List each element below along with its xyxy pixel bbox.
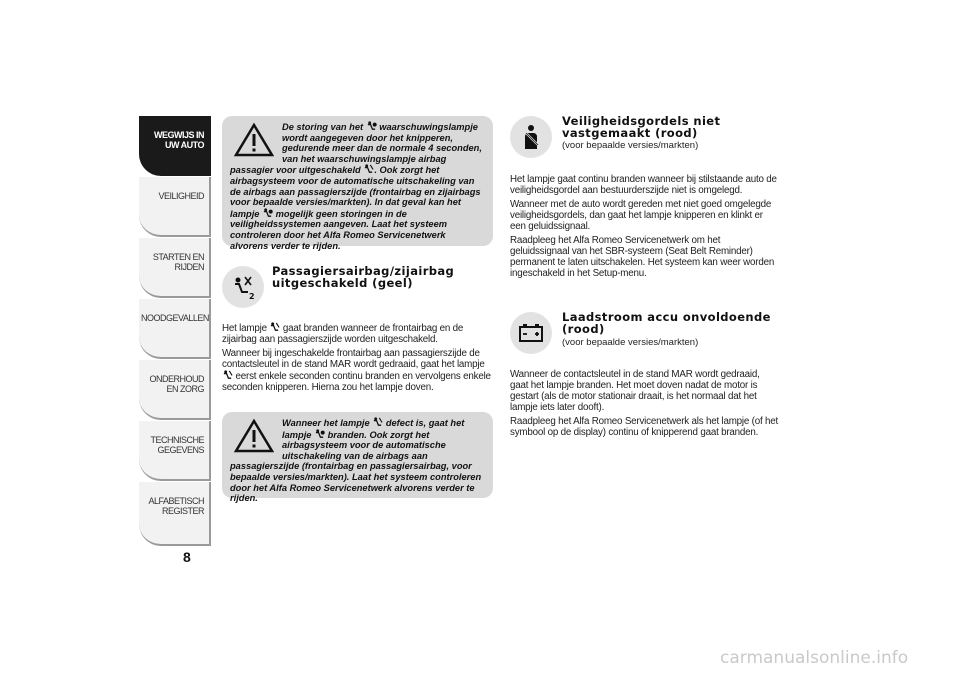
warning-triangle-icon — [234, 123, 274, 157]
title-line: (rood) — [562, 321, 605, 336]
battery-icon — [517, 319, 545, 347]
svg-text:2: 2 — [249, 292, 255, 301]
paragraph: Raadpleeg het Alfa Romeo Servicenetwerk om het geluidssignaal van het SBR-systeem (Seat Belt Reminder) permanent te laten uitschakelen. Het systeem kan weer worden ingeschakeld in het Setup-menu. — [510, 235, 775, 279]
battery-body — [510, 369, 780, 441]
title-line: vastgemaakt (rood) — [562, 125, 698, 140]
warning-text-part: Wanneer het lampje — [282, 418, 373, 428]
section-title — [562, 116, 720, 139]
page-number: 8 — [183, 549, 191, 565]
title-line: Veiligheidsgordels niet — [562, 114, 721, 128]
tab-wegwijs-in-uw-auto[interactable]: WEGWIJS IN UW AUTO — [139, 116, 211, 176]
airbag-warning-icon — [314, 429, 325, 439]
tab-veiligheid[interactable]: VEILIGHEID — [139, 177, 211, 237]
paragraph: Wanneer de contactsleutel in de stand MAR wordt gedraaid, gaat het lampje branden. Het moet doven nadat de motor is gestart (als de motor stationair draait, is het normaal dat het lampje iets later dooft). — [510, 369, 760, 413]
icon-circle — [510, 312, 552, 354]
warning-box-airbag-failure — [222, 116, 493, 251]
warning-text-part: waarschuwingslampje wordt aangegeven door het knipperen, gedurende meer dan de normale 4 seconden, van het waarschuwingslampje airbag passagier voor uitgeschakeld — [230, 122, 482, 176]
section-subtitle: (voor bepaalde versies/markten) — [562, 140, 699, 151]
passenger-airbag-off-icon — [222, 370, 233, 380]
paragraph — [222, 348, 494, 393]
paragraph: Het lampje gaat continu branden wanneer bij stilstaande auto de veiligheidsgordel aan bestuurderszijde niet is omgelegd. — [510, 174, 777, 196]
passenger-airbag-off-icon — [372, 417, 383, 427]
text-part: gaat branden wanneer de frontairbag en de zijairbag aan passagierszijde worden uitgeschakeld. — [222, 323, 464, 345]
passenger-airbag-body — [222, 322, 494, 396]
paragraph: Raadpleeg het Alfa Romeo Servicenetwerk als het lampje (of het symbool op de display) continu of knipperend gaat branden. — [510, 416, 779, 438]
paragraph: Wanneer met de auto wordt gereden met niet goed omgelegde veiligheidsgordels, dan gaat het lampje knipperen en klinkt er een geluidssignaal. — [510, 199, 772, 232]
seatbelt-icon — [517, 123, 545, 151]
icon-circle — [222, 266, 264, 308]
passenger-airbag-off-icon — [363, 164, 374, 174]
warning-text-part: mogelijk geen storingen in de veiligheidssystemen aangeven. Laat het systeem controleren door het Alfa Romeo Servicenetwerk alvorens verder te rijden. — [230, 208, 448, 251]
title-line: Passagiersairbag/zijairbag — [272, 264, 455, 278]
watermark: carmanualsonline.info — [720, 648, 909, 668]
text-part: Het lampje — [222, 323, 270, 334]
section-subtitle: (voor bepaalde versies/markten) — [562, 337, 699, 348]
tab-technische-gegevens[interactable]: TECHNISCHE GEGEVENS — [139, 421, 211, 481]
warning-text-part: branden. Ook zorgt het airbagsysteem voor de automatische uitschakeling van de airbags aan passagierszijde (frontairbag en passagiersairbag, voor bepaalde versies/markten). Laat het systeem controleren door het Alfa Romeo Servicenetwerk alvorens verder te rijden. — [230, 429, 482, 504]
airbag-warning-icon — [366, 121, 377, 131]
section-passenger-airbag-heading — [222, 266, 494, 316]
tab-alfabetisch-register[interactable]: ALFABETISCH REGISTER — [139, 482, 211, 546]
paragraph — [222, 322, 494, 345]
text-part: eerst enkele seconden continu branden en vervolgens enkele seconden knipperen. Hierna zou het lampje doven. — [222, 371, 491, 393]
warning-triangle-icon — [234, 419, 274, 453]
section-battery-heading — [510, 312, 780, 362]
section-title — [562, 312, 771, 335]
tab-noodgevallen[interactable]: NOODGEVALLEN — [139, 299, 211, 359]
passenger-airbag-off-icon — [229, 273, 257, 301]
seatbelt-body — [510, 174, 780, 282]
section-seatbelt-heading — [510, 116, 780, 168]
title-line: Laadstroom accu onvoldoende — [562, 310, 771, 324]
title-line: uitgeschakeld (geel) — [272, 275, 413, 290]
icon-circle — [510, 116, 552, 158]
tab-starten-en-rijden[interactable]: STARTEN EN RIJDEN — [139, 238, 211, 298]
warning-box-lamp-defect — [222, 412, 493, 504]
passenger-airbag-off-icon — [269, 322, 280, 332]
warning-text-part: defect is, gaat het lampje — [282, 418, 465, 440]
text-part: Wanneer bij ingeschakelde frontairbag aan passagierszijde de contactsleutel in de stand MAR wordt gedraaid, gaat het lampje — [222, 348, 485, 370]
section-title — [272, 266, 454, 289]
airbag-warning-icon — [262, 208, 273, 218]
warning-text-part: De storing van het — [282, 122, 366, 132]
warning-text-part: . Ook zorgt het airbagsysteem voor de automatische uitschakeling van de airbags aan passagierszijde (frontairbag en zijairbags voor bepaalde versies/markten). In dat geval kan het lampje — [230, 165, 481, 219]
tab-onderhoud-en-zorg[interactable]: ONDERHOUD EN ZORG — [139, 360, 211, 420]
